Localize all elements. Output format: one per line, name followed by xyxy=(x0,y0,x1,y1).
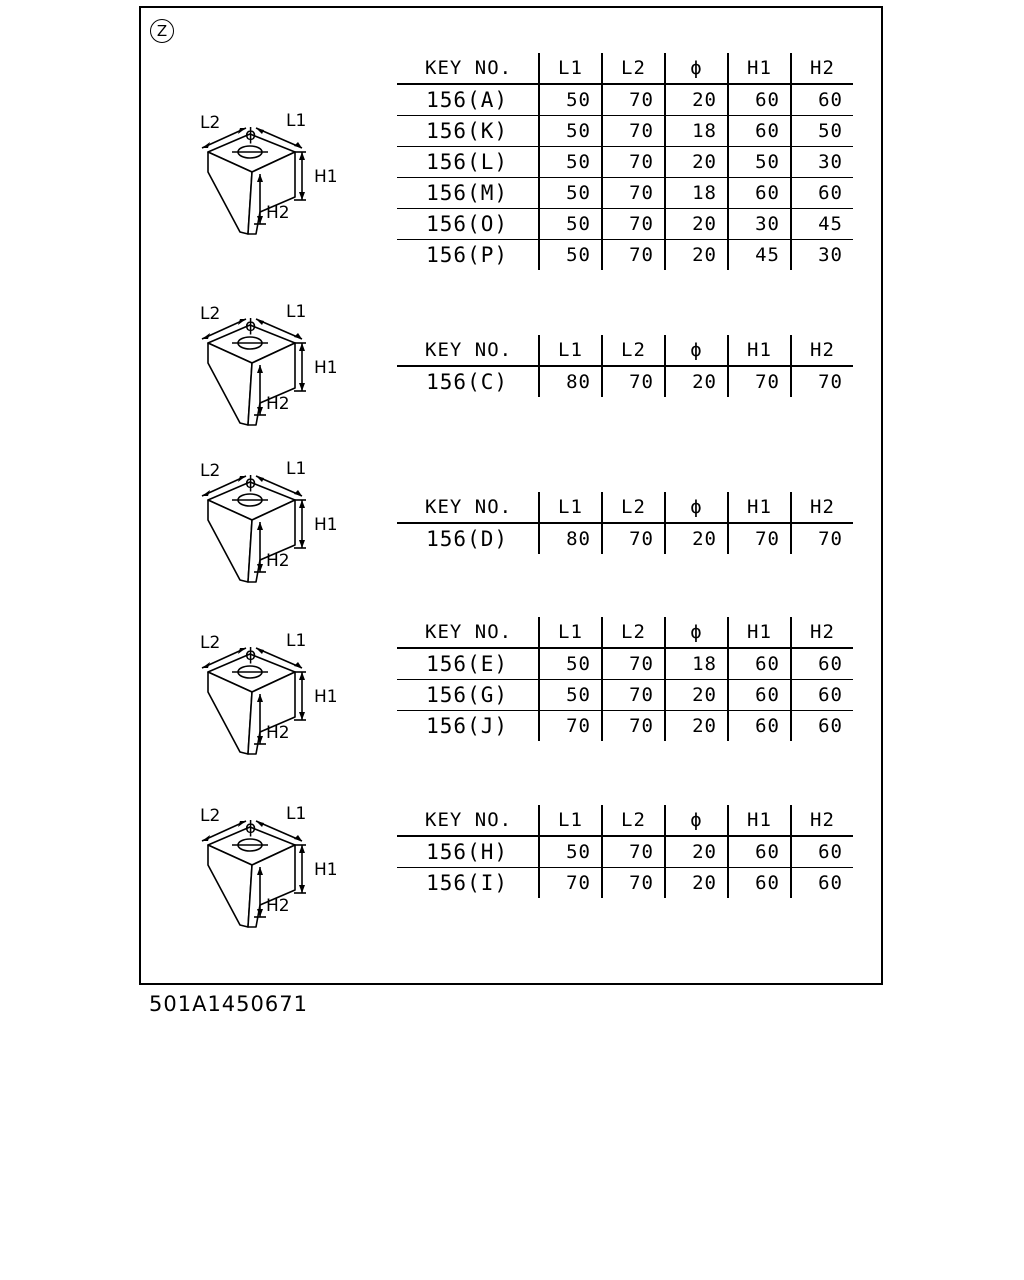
header-h1: H1 xyxy=(728,53,791,84)
bracket-diagram-icon xyxy=(190,805,350,930)
zone-marker-letter: Z xyxy=(156,21,168,40)
document-id: 501A1450671 xyxy=(149,992,308,1016)
l2-cell: 70 xyxy=(602,680,665,711)
dim-label-l2: L2 xyxy=(200,633,221,653)
bracket-diagram-icon xyxy=(190,112,350,237)
dim-label-l1: L1 xyxy=(286,303,307,322)
dia-cell: 20 xyxy=(665,84,728,116)
header-dia: ϕ xyxy=(665,492,728,523)
table-row xyxy=(397,711,853,742)
dia-cell: 20 xyxy=(665,147,728,178)
table-header-row xyxy=(397,805,853,836)
dia-cell: 20 xyxy=(665,836,728,868)
h2-cell: 70 xyxy=(791,523,853,554)
header-key-no: KEY NO. xyxy=(397,805,539,836)
spec-table xyxy=(397,492,853,554)
h1-cell: 30 xyxy=(728,209,791,240)
header-l2: L2 xyxy=(602,492,665,523)
dim-label-l1: L1 xyxy=(286,632,307,651)
key-no-cell: 156(P) xyxy=(397,240,539,271)
dim-label-l2: L2 xyxy=(200,806,221,826)
dim-label-h2: H2 xyxy=(266,394,290,414)
h1-cell: 60 xyxy=(728,648,791,680)
l2-cell: 70 xyxy=(602,147,665,178)
header-key-no: KEY NO. xyxy=(397,335,539,366)
h2-cell: 60 xyxy=(791,84,853,116)
dim-label-diameter: ϕ xyxy=(245,473,257,493)
key-no-cell: 156(M) xyxy=(397,178,539,209)
table-header-row xyxy=(397,492,853,523)
l1-cell: 80 xyxy=(539,366,602,397)
table-row xyxy=(397,116,853,147)
dia-cell: 18 xyxy=(665,178,728,209)
h1-cell: 60 xyxy=(728,836,791,868)
l1-cell: 50 xyxy=(539,836,602,868)
zone-marker xyxy=(150,19,174,43)
l2-cell: 70 xyxy=(602,648,665,680)
spec-table xyxy=(397,617,853,741)
dia-cell: 20 xyxy=(665,680,728,711)
spec-table xyxy=(397,805,853,898)
dia-cell: 20 xyxy=(665,240,728,271)
h2-cell: 30 xyxy=(791,147,853,178)
dia-cell: 20 xyxy=(665,711,728,742)
h1-cell: 70 xyxy=(728,366,791,397)
h1-cell: 60 xyxy=(728,680,791,711)
header-h1: H1 xyxy=(728,335,791,366)
header-key-no: KEY NO. xyxy=(397,492,539,523)
l1-cell: 70 xyxy=(539,868,602,899)
table-row xyxy=(397,366,853,397)
dim-label-h2: H2 xyxy=(266,203,290,223)
table-row xyxy=(397,648,853,680)
dia-cell: 20 xyxy=(665,366,728,397)
bracket-diagram-icon xyxy=(190,303,350,428)
header-key-no: KEY NO. xyxy=(397,617,539,648)
l1-cell: 50 xyxy=(539,116,602,147)
h2-cell: 60 xyxy=(791,836,853,868)
l1-cell: 50 xyxy=(539,209,602,240)
dim-label-diameter: ϕ xyxy=(245,316,257,336)
l2-cell: 70 xyxy=(602,209,665,240)
h2-cell: 60 xyxy=(791,648,853,680)
dia-cell: 20 xyxy=(665,523,728,554)
table-row xyxy=(397,680,853,711)
dim-label-diameter: ϕ xyxy=(245,125,257,145)
l1-cell: 80 xyxy=(539,523,602,554)
dim-label-l2: L2 xyxy=(200,113,221,133)
table-header-row xyxy=(397,53,853,84)
l1-cell: 50 xyxy=(539,178,602,209)
l2-cell: 70 xyxy=(602,240,665,271)
header-l2: L2 xyxy=(602,617,665,648)
table-row xyxy=(397,147,853,178)
table-row xyxy=(397,240,853,271)
header-dia: ϕ xyxy=(665,335,728,366)
h1-cell: 60 xyxy=(728,84,791,116)
l2-cell: 70 xyxy=(602,523,665,554)
l1-cell: 50 xyxy=(539,240,602,271)
header-h2: H2 xyxy=(791,335,853,366)
dim-label-diameter: ϕ xyxy=(245,818,257,838)
dim-label-h1: H1 xyxy=(314,167,338,187)
table-row xyxy=(397,178,853,209)
header-h1: H1 xyxy=(728,805,791,836)
header-l2: L2 xyxy=(602,53,665,84)
dim-label-h2: H2 xyxy=(266,551,290,571)
l1-cell: 50 xyxy=(539,147,602,178)
h1-cell: 70 xyxy=(728,523,791,554)
h1-cell: 60 xyxy=(728,116,791,147)
dim-label-l1: L1 xyxy=(286,112,307,131)
header-l2: L2 xyxy=(602,335,665,366)
h2-cell: 60 xyxy=(791,680,853,711)
key-no-cell: 156(A) xyxy=(426,88,508,112)
key-no-cell: 156(D) xyxy=(426,527,508,551)
header-h2: H2 xyxy=(791,805,853,836)
header-l1: L1 xyxy=(539,335,602,366)
header-l1: L1 xyxy=(539,53,602,84)
h2-cell: 30 xyxy=(791,240,853,271)
bracket-drawing xyxy=(190,303,350,432)
l2-cell: 70 xyxy=(602,836,665,868)
header-h1: H1 xyxy=(728,617,791,648)
bracket-drawing xyxy=(190,632,350,761)
key-no-cell: 156(H) xyxy=(426,840,508,864)
header-l1: L1 xyxy=(539,492,602,523)
table-row xyxy=(397,84,853,116)
bracket-drawing xyxy=(190,112,350,241)
l2-cell: 70 xyxy=(602,116,665,147)
table-header-row xyxy=(397,335,853,366)
header-l1: L1 xyxy=(539,805,602,836)
l1-cell: 50 xyxy=(539,84,602,116)
key-no-cell: 156(E) xyxy=(426,652,508,676)
header-key-no: KEY NO. xyxy=(397,53,539,84)
dim-label-h1: H1 xyxy=(314,515,338,535)
l2-cell: 70 xyxy=(602,84,665,116)
bracket-drawing xyxy=(190,805,350,934)
dim-label-diameter: ϕ xyxy=(245,645,257,665)
key-no-cell: 156(C) xyxy=(426,370,508,394)
h2-cell: 45 xyxy=(791,209,853,240)
dia-cell: 20 xyxy=(665,868,728,899)
header-l1: L1 xyxy=(539,617,602,648)
bracket-drawing xyxy=(190,460,350,589)
dia-cell: 18 xyxy=(665,648,728,680)
header-h2: H2 xyxy=(791,617,853,648)
header-h2: H2 xyxy=(791,53,853,84)
table-row xyxy=(397,836,853,868)
table-header-row xyxy=(397,617,853,648)
key-no-cell: 156(I) xyxy=(397,868,539,899)
table-row xyxy=(397,868,853,899)
dim-label-l1: L1 xyxy=(286,805,307,824)
h2-cell: 60 xyxy=(791,868,853,899)
h1-cell: 45 xyxy=(728,240,791,271)
key-no-cell: 156(K) xyxy=(397,116,539,147)
key-no-cell: 156(L) xyxy=(397,147,539,178)
bracket-diagram-icon xyxy=(190,460,350,585)
dia-cell: 18 xyxy=(665,116,728,147)
l1-cell: 50 xyxy=(539,648,602,680)
h1-cell: 60 xyxy=(728,178,791,209)
header-h1: H1 xyxy=(728,492,791,523)
l2-cell: 70 xyxy=(602,366,665,397)
l2-cell: 70 xyxy=(602,711,665,742)
table-row xyxy=(397,523,853,554)
l2-cell: 70 xyxy=(602,868,665,899)
dim-label-h2: H2 xyxy=(266,896,290,916)
dim-label-l1: L1 xyxy=(286,460,307,479)
h2-cell: 50 xyxy=(791,116,853,147)
l1-cell: 50 xyxy=(539,680,602,711)
dim-label-h2: H2 xyxy=(266,723,290,743)
table-row xyxy=(397,209,853,240)
dim-label-h1: H1 xyxy=(314,687,338,707)
header-h2: H2 xyxy=(791,492,853,523)
key-no-cell: 156(J) xyxy=(397,711,539,742)
spec-table xyxy=(397,53,853,270)
dim-label-h1: H1 xyxy=(314,860,338,880)
bracket-diagram-icon xyxy=(190,632,350,757)
h2-cell: 60 xyxy=(791,711,853,742)
l2-cell: 70 xyxy=(602,178,665,209)
dim-label-h1: H1 xyxy=(314,358,338,378)
h1-cell: 60 xyxy=(728,868,791,899)
key-no-cell: 156(O) xyxy=(397,209,539,240)
key-no-cell: 156(G) xyxy=(397,680,539,711)
spec-table xyxy=(397,335,853,397)
dim-label-l2: L2 xyxy=(200,461,221,481)
h1-cell: 50 xyxy=(728,147,791,178)
header-dia: ϕ xyxy=(665,53,728,84)
header-l2: L2 xyxy=(602,805,665,836)
h2-cell: 70 xyxy=(791,366,853,397)
dia-cell: 20 xyxy=(665,209,728,240)
h2-cell: 60 xyxy=(791,178,853,209)
header-dia: ϕ xyxy=(665,617,728,648)
h1-cell: 60 xyxy=(728,711,791,742)
header-dia: ϕ xyxy=(665,805,728,836)
dim-label-l2: L2 xyxy=(200,304,221,324)
l1-cell: 70 xyxy=(539,711,602,742)
